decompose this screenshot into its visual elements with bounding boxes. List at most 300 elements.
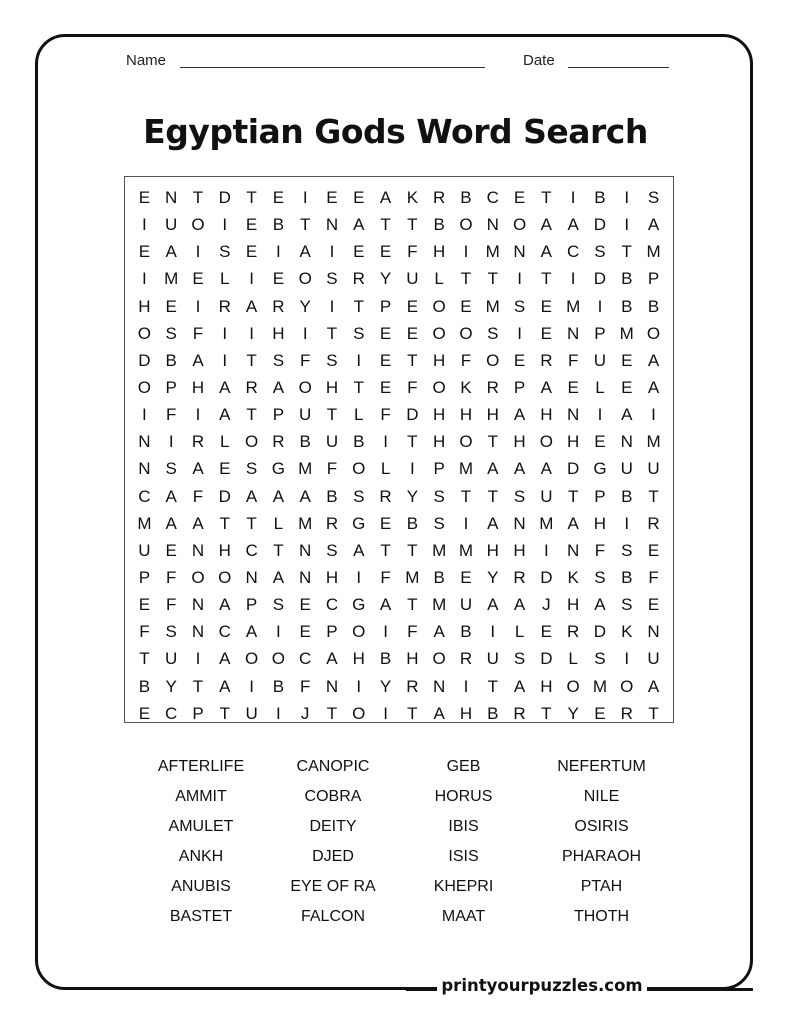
grid-letter: B — [621, 486, 633, 506]
grid-letter: E — [621, 350, 633, 370]
grid-letter: R — [433, 188, 446, 207]
grid-letter: N — [191, 622, 205, 642]
word-list-item: EYE OF RA — [290, 878, 376, 895]
grid-letter: F — [166, 595, 177, 615]
grid-letter: S — [165, 622, 177, 642]
letter-grid — [131, 184, 667, 727]
grid-letter: A — [487, 595, 499, 615]
grid-letter: N — [299, 540, 312, 560]
grid-letter: E — [165, 540, 177, 560]
grid-letter: E — [326, 188, 338, 207]
grid-letter: S — [513, 486, 526, 506]
grid-row — [131, 428, 667, 455]
grid-letter: F — [192, 323, 204, 343]
grid-letter: H — [593, 513, 607, 533]
grid-letter: O — [352, 622, 366, 642]
grid-letter: A — [487, 513, 499, 533]
word-list-item: MAAT — [441, 908, 486, 925]
grid-letter: N — [138, 432, 151, 452]
grid-letter: A — [165, 513, 177, 533]
grid-letter: A — [219, 649, 231, 669]
grid-letter: I — [383, 432, 388, 452]
grid-letter: I — [597, 296, 603, 316]
grid-letter: N — [245, 567, 258, 587]
grid-letter: A — [299, 486, 311, 506]
grid-letter: T — [353, 296, 364, 316]
grid-letter: P — [513, 377, 526, 397]
grid-letter: C — [299, 649, 312, 669]
grid-letter: M — [592, 676, 608, 696]
grid-letter: F — [407, 622, 418, 642]
grid-letter: P — [647, 269, 660, 289]
grid-letter: U — [647, 649, 660, 669]
grid-letter: F — [299, 676, 311, 696]
grid-letter: M — [458, 540, 474, 560]
grid-letter: T — [407, 595, 418, 615]
grid-letter: E — [379, 377, 392, 397]
grid-letter: E — [540, 323, 553, 343]
grid-letter: I — [195, 296, 201, 316]
grid-letter: S — [219, 242, 231, 262]
grid-letter: A — [192, 459, 204, 479]
grid-row — [131, 265, 667, 292]
grid-letter: O — [352, 459, 366, 479]
grid-letter: A — [272, 567, 285, 587]
grid-letter: E — [272, 269, 285, 289]
grid-letter: H — [325, 567, 339, 587]
grid-row — [131, 645, 667, 672]
grid-letter: R — [540, 350, 553, 370]
grid-letter: I — [543, 540, 549, 560]
grid-letter: E — [647, 540, 660, 560]
name-line — [180, 67, 485, 68]
grid-letter: O — [191, 215, 205, 235]
grid-letter: R — [567, 622, 580, 642]
grid-letter: B — [621, 567, 633, 587]
grid-letter: O — [486, 350, 500, 370]
grid-letter: I — [356, 567, 362, 587]
grid-letter: E — [379, 323, 392, 343]
grid-letter: R — [379, 486, 392, 506]
grid-letter: K — [406, 188, 419, 207]
grid-letter: L — [354, 405, 364, 425]
grid-letter: E — [540, 622, 553, 642]
grid-letter: F — [594, 540, 606, 560]
grid-letter: S — [621, 540, 633, 560]
grid-letter: Y — [299, 296, 311, 316]
grid-letter: N — [513, 513, 526, 533]
grid-letter: T — [326, 405, 338, 425]
grid-letter: B — [647, 296, 660, 316]
grid-letter: I — [517, 269, 522, 289]
grid-letter: F — [648, 567, 659, 587]
grid-letter: A — [192, 350, 204, 370]
grid-letter: H — [513, 540, 526, 560]
grid-letter: I — [249, 676, 254, 696]
grid-letter: I — [410, 459, 415, 479]
grid-letter: O — [459, 215, 473, 235]
grid-letter: I — [222, 215, 228, 235]
grid-letter: R — [486, 377, 499, 397]
word-list-item: COBRA — [304, 788, 362, 805]
grid-letter: O — [244, 432, 259, 452]
grid-letter: B — [594, 188, 606, 207]
grid-letter: S — [272, 595, 285, 615]
word-list-item: AMMIT — [175, 788, 227, 805]
grid-letter: B — [299, 432, 311, 452]
grid-letter: P — [433, 459, 445, 479]
grid-letter: U — [245, 703, 258, 723]
grid-letter: O — [137, 377, 152, 397]
grid-letter: I — [222, 350, 228, 370]
grid-letter: A — [219, 676, 231, 696]
grid-letter: Y — [379, 269, 392, 289]
grid-letter: H — [540, 405, 553, 425]
grid-letter: H — [272, 323, 285, 343]
grid-letter: B — [272, 676, 285, 696]
grid-letter: S — [165, 459, 177, 479]
word-list-item: PHARAOH — [561, 848, 642, 865]
grid-letter: T — [541, 703, 552, 723]
grid-letter: B — [460, 188, 472, 207]
grid-letter: H — [433, 350, 446, 370]
grid-letter: A — [487, 459, 499, 479]
grid-letter: E — [621, 377, 633, 397]
grid-letter: O — [512, 215, 527, 235]
grid-letter: M — [485, 242, 500, 262]
grid-letter: E — [406, 296, 419, 316]
grid-letter: C — [567, 242, 580, 262]
grid-letter: T — [407, 432, 418, 452]
grid-letter: H — [352, 649, 365, 669]
grid-letter: T — [192, 188, 204, 207]
grid-row — [131, 483, 667, 510]
grid-letter: N — [647, 622, 660, 642]
word-list-item: NEFERTUM — [557, 758, 646, 775]
grid-letter: S — [647, 188, 660, 207]
grid-letter: O — [539, 432, 553, 452]
word-list-item: DEITY — [309, 818, 357, 835]
page-title: Egyptian Gods Word Search — [143, 112, 648, 151]
grid-letter: R — [513, 567, 526, 587]
grid-letter: K — [460, 377, 472, 397]
grid-letter: I — [490, 622, 496, 642]
grid-letter: A — [379, 595, 392, 615]
grid-letter: E — [460, 296, 472, 316]
grid-letter: I — [597, 405, 603, 425]
grid-row — [131, 564, 667, 591]
grid-letter: U — [647, 459, 660, 479]
grid-letter: N — [165, 188, 178, 207]
grid-letter: L — [380, 459, 391, 479]
grid-row — [131, 238, 667, 265]
grid-letter: J — [300, 703, 310, 723]
grid-letter: S — [353, 486, 365, 506]
grid-letter: S — [326, 269, 338, 289]
grid-letter: A — [540, 377, 553, 397]
grid-letter: B — [621, 296, 633, 316]
grid-letter: F — [166, 567, 177, 587]
grid-letter: U — [593, 350, 607, 370]
grid-letter: T — [192, 676, 204, 696]
grid-letter: S — [245, 459, 258, 479]
grid-letter: D — [593, 622, 607, 642]
grid-letter: R — [352, 269, 365, 289]
grid-letter: R — [191, 432, 205, 452]
grid-letter: S — [487, 323, 499, 343]
grid-letter: I — [222, 323, 228, 343]
grid-letter: D — [138, 350, 151, 370]
grid-letter: A — [647, 350, 660, 370]
grid-letter: B — [326, 486, 338, 506]
grid-row — [131, 211, 667, 238]
grid-letter: S — [513, 649, 526, 669]
grid-letter: L — [220, 269, 230, 289]
grid-letter: C — [245, 540, 258, 560]
grid-letter: H — [459, 405, 473, 425]
grid-letter: O — [298, 269, 312, 289]
grid-letter: T — [353, 377, 364, 397]
grid-letter: S — [513, 296, 526, 316]
grid-letter: H — [567, 432, 580, 452]
grid-letter: P — [192, 703, 204, 723]
grid-letter: I — [329, 296, 335, 316]
grid-letter: U — [325, 432, 339, 452]
grid-letter: A — [245, 622, 258, 642]
grid-letter: I — [142, 405, 147, 425]
grid-letter: I — [624, 215, 630, 235]
grid-letter: T — [246, 350, 257, 370]
grid-letter: G — [352, 595, 366, 615]
grid-letter: B — [433, 567, 445, 587]
grid-letter: R — [272, 296, 285, 316]
grid-letter: E — [299, 622, 311, 642]
grid-letter: E — [138, 188, 151, 207]
grid-letter: I — [463, 676, 469, 696]
grid-letter: R — [272, 432, 285, 452]
grid-letter: D — [567, 459, 580, 479]
grid-letter: D — [540, 649, 553, 669]
grid-letter: T — [407, 703, 418, 723]
grid-letter: L — [514, 622, 525, 642]
grid-letter: P — [272, 405, 285, 425]
grid-letter: B — [353, 432, 365, 452]
grid-letter: A — [540, 215, 553, 235]
grid-letter: L — [273, 513, 284, 533]
grid-letter: A — [272, 377, 285, 397]
grid-letter: M — [485, 296, 500, 316]
grid-letter: P — [138, 567, 151, 587]
grid-letter: O — [459, 323, 473, 343]
grid-letter: E — [138, 595, 151, 615]
word-list-item: DJED — [312, 848, 354, 865]
grid-row — [131, 374, 667, 401]
grid-letter: O — [646, 323, 661, 343]
grid-letter: T — [460, 269, 472, 289]
grid-letter: F — [166, 405, 177, 425]
grid-letter: D — [593, 269, 607, 289]
grid-row — [131, 455, 667, 482]
grid-letter: G — [271, 459, 285, 479]
grid-letter: I — [517, 323, 522, 343]
grid-letter: S — [594, 567, 606, 587]
grid-letter: I — [302, 188, 308, 207]
grid-letter: O — [218, 567, 232, 587]
grid-letter: O — [432, 649, 446, 669]
grid-letter: U — [406, 269, 419, 289]
grid-letter: E — [353, 242, 365, 262]
grid-letter: M — [539, 513, 554, 533]
grid-letter: B — [433, 215, 445, 235]
grid-letter: T — [326, 323, 338, 343]
grid-letter: M — [298, 459, 313, 479]
grid-letter: I — [249, 269, 254, 289]
grid-letter: O — [191, 567, 205, 587]
grid-letter: K — [567, 567, 579, 587]
grid-letter: S — [433, 486, 445, 506]
grid-letter: T — [273, 540, 284, 560]
grid-letter: E — [647, 595, 660, 615]
grid-letter: T — [407, 350, 418, 370]
grid-letter: N — [567, 323, 580, 343]
grid-letter: A — [433, 703, 445, 723]
grid-letter: N — [138, 459, 151, 479]
grid-letter: M — [646, 242, 661, 262]
grid-letter: P — [326, 622, 338, 642]
grid-letter: F — [380, 405, 391, 425]
grid-letter: O — [137, 323, 152, 343]
grid-letter: R — [620, 703, 633, 723]
grid-letter: A — [299, 242, 311, 262]
grid-letter: P — [594, 486, 606, 506]
grid-letter: E — [513, 188, 526, 207]
grid-letter: F — [407, 242, 418, 262]
grid-letter: O — [620, 676, 634, 696]
grid-letter: L — [595, 377, 605, 397]
grid-letter: N — [191, 540, 205, 560]
grid-row — [131, 537, 667, 564]
grid-letter: A — [513, 595, 526, 615]
grid-letter: I — [463, 242, 469, 262]
grid-letter: A — [594, 595, 606, 615]
grid-letter: M — [432, 595, 447, 615]
name-label: Name — [126, 52, 167, 69]
grid-letter: A — [513, 405, 526, 425]
grid-letter: I — [383, 622, 388, 642]
grid-letter: A — [192, 513, 204, 533]
word-list-item: THOTH — [573, 908, 630, 925]
grid-letter: E — [138, 703, 151, 723]
grid-letter: U — [540, 486, 553, 506]
grid-letter: I — [356, 350, 362, 370]
grid-letter: A — [219, 377, 231, 397]
grid-letter: E — [379, 242, 392, 262]
grid-letter: N — [567, 405, 580, 425]
word-list-item: AFTERLIFE — [157, 758, 245, 775]
grid-row — [131, 320, 667, 347]
grid-letter: F — [326, 459, 338, 479]
grid-letter: A — [379, 188, 392, 207]
grid-letter: O — [432, 296, 446, 316]
grid-letter: T — [648, 703, 659, 723]
grid-letter: H — [191, 377, 205, 397]
grid-letter: A — [245, 296, 258, 316]
grid-letter: T — [487, 486, 498, 506]
grid-letter: M — [566, 296, 581, 316]
grid-letter: O — [459, 432, 473, 452]
word-list-item: KHEPRI — [433, 878, 494, 895]
grid-letter: A — [165, 242, 177, 262]
grid-letter: I — [195, 405, 201, 425]
grid-letter: R — [513, 703, 526, 723]
grid-letter: N — [433, 676, 446, 696]
grid-letter: B — [460, 622, 472, 642]
grid-letter: N — [325, 215, 339, 235]
grid-letter: M — [298, 513, 313, 533]
grid-letter: T — [460, 486, 472, 506]
grid-letter: I — [168, 432, 174, 452]
grid-letter: O — [432, 377, 446, 397]
grid-letter: H — [138, 296, 151, 316]
grid-letter: T — [487, 432, 498, 452]
word-list-item: ISIS — [448, 848, 479, 865]
grid-letter: D — [218, 486, 231, 506]
grid-letter: B — [487, 703, 499, 723]
grid-letter: F — [139, 622, 150, 642]
grid-letter: D — [406, 405, 419, 425]
grid-letter: S — [433, 513, 445, 533]
grid-letter: B — [165, 350, 177, 370]
footer-rule-right — [645, 988, 753, 991]
grid-letter: N — [325, 676, 339, 696]
grid-letter: M — [619, 323, 634, 343]
grid-letter: E — [138, 242, 151, 262]
grid-letter: A — [647, 215, 660, 235]
grid-letter: A — [219, 405, 231, 425]
grid-letter: O — [352, 703, 366, 723]
grid-letter: I — [570, 269, 576, 289]
grid-letter: D — [218, 188, 231, 207]
grid-letter: N — [299, 567, 312, 587]
grid-letter: I — [142, 215, 147, 235]
grid-letter: A — [219, 595, 231, 615]
grid-letter: F — [299, 350, 311, 370]
grid-letter: E — [594, 432, 606, 452]
grid-letter: O — [298, 377, 312, 397]
grid-letter: I — [624, 513, 630, 533]
grid-letter: T — [219, 703, 230, 723]
grid-letter: I — [195, 242, 201, 262]
grid-letter: H — [459, 703, 473, 723]
grid-letter: H — [433, 405, 446, 425]
grid-letter: R — [325, 513, 339, 533]
word-list-item: CANOPIC — [296, 758, 370, 775]
word-list-item: BASTET — [169, 908, 233, 925]
grid-letter: B — [138, 676, 151, 696]
grid-letter: C — [218, 622, 231, 642]
grid-letter: T — [246, 405, 257, 425]
grid-letter: H — [486, 540, 499, 560]
grid-letter: M — [432, 540, 447, 560]
word-list-item: AMULET — [168, 818, 234, 835]
grid-letter: D — [593, 215, 607, 235]
grid-letter: T — [648, 486, 659, 506]
grid-letter: A — [433, 622, 445, 642]
grid-letter: H — [433, 242, 446, 262]
date-line — [568, 67, 669, 68]
grid-letter: I — [463, 513, 469, 533]
grid-letter: J — [542, 595, 551, 615]
